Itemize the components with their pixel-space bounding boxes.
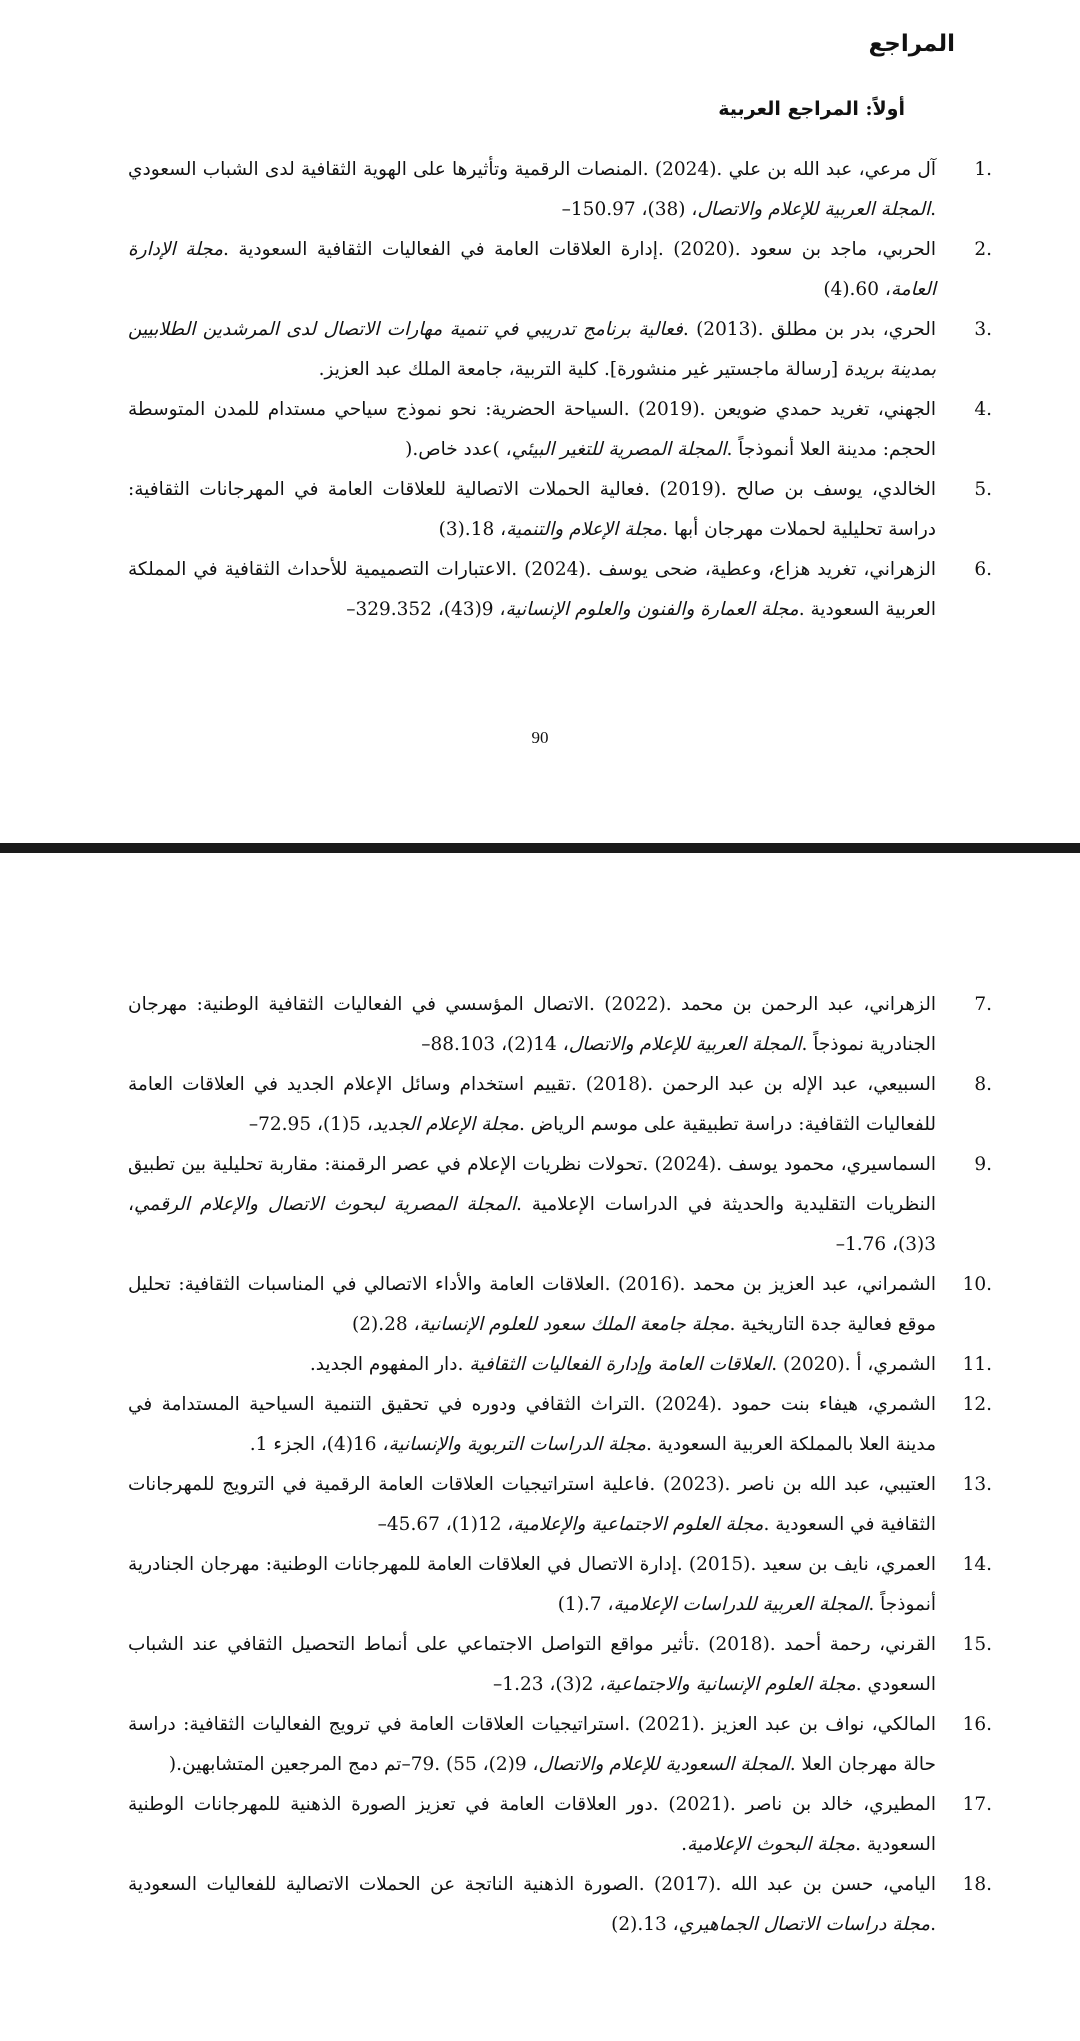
reference-text: السبيعي، عبد الإله بن عبد الرحمن .(2018) .تقييم استخدام وسائل الإعلام الجديد في العلاقات العامة للفعاليات الثقافية: دراسة تطبيقية على موسم الرياض . xyxy=(128,1074,937,1135)
reference-source-title: المجلة العربية للدراسات الإعلامية xyxy=(613,1594,869,1615)
reference-text: ، )عدد خاص.( xyxy=(405,439,512,460)
reference-text: ، 12(1)، 45.67– xyxy=(377,1514,514,1535)
reference-text: القرني، رحمة أحمد .(2018) .تأثير مواقع التواصل الاجتماعي على أنماط التحصيل الثقافي عند الشباب السعودي . xyxy=(128,1634,936,1695)
reference-item xyxy=(128,985,992,1065)
reference-text: ، (38)، 150.97– xyxy=(561,199,698,220)
reference-text: العتيبي، عبد الله بن ناصر .(2023) .فاعلية استراتيجيات العلاقات العامة الرقمية في الترويج للمهرجانات الثقافية في السعودية . xyxy=(128,1474,936,1535)
reference-text: .دار المفهوم الجديد. xyxy=(309,1354,470,1375)
reference-number: 2. xyxy=(974,239,992,260)
reference-source-title: مجلة جامعة الملك سعود للعلوم الإنسانية xyxy=(419,1314,730,1335)
reference-text: آل مرعي، عبد الله بن علي .(2024) .المنصات الرقمية وتأثيرها على الهوية الثقافية لدى الشباب السعودي . xyxy=(128,159,936,220)
reference-number: 11. xyxy=(962,1354,992,1375)
reference-text: ، 9(2)، 55) .79–تم دمج المرجعين المتشابهين.( xyxy=(168,1754,539,1775)
reference-text: الحربي، ماجد بن سعود .(2020) .إدارة العلاقات العامة في الفعاليات الثقافية السعودية . xyxy=(223,239,936,260)
reference-source-title: فعالية برنامج تدريبي في تنمية مهارات الاتصال لدى المرشدين الطلابيين بمدينة بريدة xyxy=(128,319,936,380)
reference-text: ، 7.(1) xyxy=(557,1594,614,1615)
reference-source-title: المجلة المصرية للتغير البيئي xyxy=(511,439,727,460)
reference-text: الشمري، هيفاء بنت حمود .(2024) .التراث الثقافي ودوره في تحقيق التنمية السياحية المستدامة في مدينة العلا بالمملكة العربية السعودية . xyxy=(128,1394,936,1455)
reference-item xyxy=(128,1625,992,1705)
reference-text: السماسيري، محمود يوسف .(2024) .تحولات نظريات الإعلام في عصر الرقمنة: مقاربة تحليلية بين تطبيق النظريات التقليدية والحديثة في الدراسات الإعلامية . xyxy=(128,1154,937,1215)
page-title: المراجع xyxy=(868,30,955,57)
section-title: أولاً: المراجع العربية xyxy=(718,98,905,120)
reference-number: 12. xyxy=(962,1394,992,1415)
reference-item xyxy=(128,470,992,550)
reference-number: 13. xyxy=(962,1474,992,1495)
reference-text: الشمراني، عبد العزيز بن محمد .(2016) .العلاقات العامة والأداء الاتصالي في المناسبات الثقافية: تحليل موقع فعالية جدة التاريخية . xyxy=(128,1274,936,1335)
reference-number: 10. xyxy=(962,1274,992,1295)
reference-source-title: مجلة الإعلام والتنمية xyxy=(506,519,663,540)
reference-item xyxy=(128,550,992,630)
reference-number: 15. xyxy=(962,1634,992,1655)
reference-source-title: مجلة البحوث الإعلامية xyxy=(687,1834,856,1855)
reference-source-title: المجلة العربية للإعلام والاتصال xyxy=(568,1034,802,1055)
reference-number: 9. xyxy=(974,1154,992,1175)
reference-text: ، 28.(2) xyxy=(352,1314,420,1335)
reference-text: ، 3(3)، 1.76– xyxy=(128,1194,936,1255)
reference-source-title: مجلة العمارة والفنون والعلوم الإنسانية xyxy=(505,599,799,620)
reference-text: الجهني، تغريد حمدي ضويعن .(2019) .السياحة الحضرية: نحو نموذج سياحي مستدام للمدن المتوسطة الحجم: مدينة العلا أنموذجاً . xyxy=(128,399,936,460)
reference-text: الزهراني، تغريد هزاع، وعطية، ضحى يوسف .(2024) .الاعتبارات التصميمية للأحداث الثقافية في المملكة العربية السعودية . xyxy=(128,559,937,620)
reference-number: 17. xyxy=(962,1794,992,1815)
reference-text: ، 13.(2) xyxy=(611,1914,679,1935)
reference-item xyxy=(128,230,992,310)
reference-text: ، 5(1)، 72.95– xyxy=(248,1114,373,1135)
reference-number: 16. xyxy=(962,1714,992,1735)
reference-number: 18. xyxy=(962,1874,992,1895)
reference-item xyxy=(128,1705,992,1785)
reference-text: الشمري، أ .(2020) . xyxy=(771,1354,936,1375)
reference-number: 7. xyxy=(974,994,992,1015)
reference-text: المطيري، خالد بن ناصر .(2021) .دور العلاقات العامة في تعزيز الصورة الذهنية للمهرجانات الوطنية السعودية . xyxy=(128,1794,936,1855)
reference-item xyxy=(128,310,992,390)
page-break-divider xyxy=(0,843,1080,853)
reference-number: 1. xyxy=(974,159,992,180)
reference-source-title: مجلة العلوم الاجتماعية والإعلامية xyxy=(513,1514,764,1535)
reference-item xyxy=(128,1785,992,1865)
reference-text: ، 18.(3) xyxy=(438,519,507,540)
reference-number: 14. xyxy=(962,1554,992,1575)
page-number: 90 xyxy=(531,728,549,747)
reference-number: 3. xyxy=(974,319,992,340)
reference-text: . xyxy=(681,1834,688,1855)
reference-number: 4. xyxy=(974,399,992,420)
reference-text: الحري، بدر بن مطلق .(2013) . xyxy=(682,319,936,340)
reference-source-title: العلاقات العامة وإدارة الفعاليات الثقافية xyxy=(469,1354,772,1375)
reference-number: 5. xyxy=(974,479,992,500)
reference-item xyxy=(128,1545,992,1625)
reference-text: اليامي، حسن بن عبد الله .(2017) .الصورة الذهنية الناتجة عن الحملات الاتصالية للفعاليات السعودية . xyxy=(128,1874,937,1935)
reference-text: ، 16(4)، الجزء 1. xyxy=(249,1434,389,1455)
reference-source-title: مجلة الإدارة العامة xyxy=(128,239,936,300)
reference-item xyxy=(128,1865,992,1945)
reference-text: ، 2(3)، 1.23– xyxy=(493,1674,606,1695)
reference-source-title: المجلة المصرية لبحوث الاتصال والإعلام الرقمي xyxy=(133,1194,516,1215)
reference-list-page-2 xyxy=(128,985,992,1945)
reference-source-title: مجلة دراسات الاتصال الجماهيري xyxy=(678,1914,931,1935)
reference-source-title: المجلة السعودية للإعلام والاتصال xyxy=(538,1754,790,1775)
reference-number: 8. xyxy=(974,1074,992,1095)
reference-source-title: مجلة العلوم الإنسانية والاجتماعية xyxy=(605,1674,856,1695)
reference-number: 6. xyxy=(974,559,992,580)
reference-source-title: مجلة الإعلام الجديد xyxy=(372,1114,519,1135)
reference-text: [رسالة ماجستير غير منشورة]. كلية التربية، جامعة الملك عبد العزيز. xyxy=(318,359,844,380)
reference-source-title: المجلة العربية للإعلام والاتصال xyxy=(697,199,931,220)
reference-item xyxy=(128,1385,992,1465)
reference-text: ، 60.(4) xyxy=(823,279,891,300)
reference-text: العمري، نايف بن سعيد .(2015) .إدارة الاتصال في العلاقات العامة للمهرجانات الوطنية: مهرجان الجنادرية أنموذجاً . xyxy=(128,1554,936,1615)
reference-source-title: مجلة الدراسات التربوية والإنسانية xyxy=(388,1434,646,1455)
reference-text: الخالدي، يوسف بن صالح .(2019) .فعالية الحملات الاتصالية للعلاقات العامة في المهرجانات الثقافية: دراسة تحليلية لحملات مهرجان أبها . xyxy=(128,479,936,540)
reference-item xyxy=(128,150,992,230)
reference-list-page-1 xyxy=(128,150,992,630)
reference-item xyxy=(128,1065,992,1145)
reference-item xyxy=(128,1345,992,1385)
reference-text: ، 14(2)، 88.103– xyxy=(421,1034,569,1055)
reference-item xyxy=(128,390,992,470)
reference-text: المالكي، نواف بن عبد العزيز .(2021) .استراتيجيات العلاقات العامة في ترويج الفعاليات الثقافية: دراسة حالة مهرجان العلا . xyxy=(128,1714,936,1775)
reference-text: الزهراني، عبد الرحمن بن محمد .(2022) .الاتصال المؤسسي في الفعاليات الثقافية الوطنية: مهرجان الجنادرية نموذجاً . xyxy=(128,994,936,1055)
reference-item xyxy=(128,1265,992,1345)
reference-item xyxy=(128,1465,992,1545)
reference-item xyxy=(128,1145,992,1265)
reference-text: ، 9(43)، 329.352– xyxy=(346,599,506,620)
